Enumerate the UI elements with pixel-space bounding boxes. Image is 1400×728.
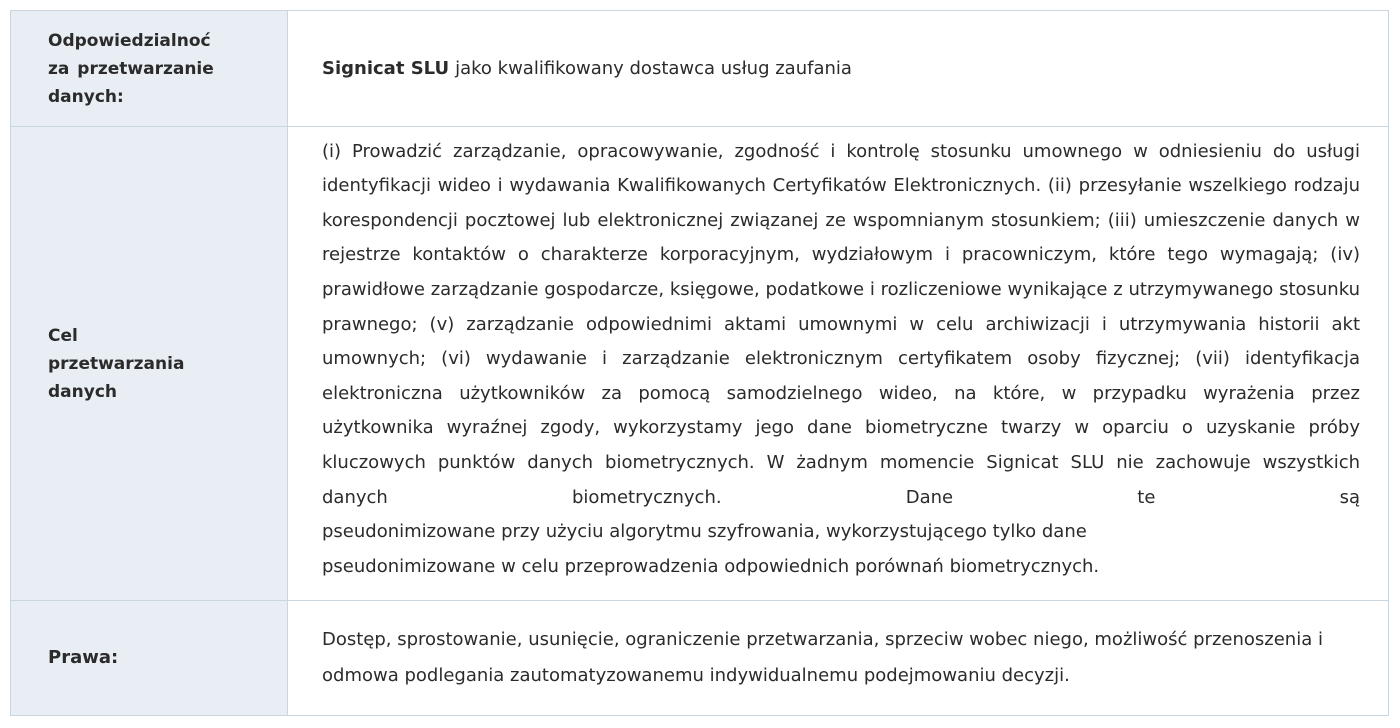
controller-role: jako kwalifikowany dostawca usług zaufania	[455, 58, 852, 79]
purpose-label: Cel przetwarzania danych	[48, 325, 185, 402]
rights-value: Dostęp, sprostowanie, usunięcie, ograniczenie przetwarzania, sprzeciw wobec niego, możliwość przenoszenia i odmowa podlegania zautomatyzowanemu indywidualnemu podejmowaniu decyzji.	[322, 629, 1323, 686]
purpose-ragged-line-2: pseudonimizowane w celu przeprowadzenia odpowiednich porównań biometrycznych.	[322, 555, 1100, 577]
data-processing-table	[10, 10, 1389, 716]
rights-label-cell	[11, 601, 288, 715]
responsibility-label-cell	[11, 11, 288, 127]
rights-label: Prawa:	[48, 647, 119, 668]
purpose-ragged-line-1: pseudonimizowane przy użyciu algorytmu szyfrowania, wykorzystującego tylko dane	[322, 521, 1087, 543]
responsibility-value	[322, 58, 852, 79]
responsibility-value-cell	[288, 11, 1388, 127]
purpose-value-cell	[288, 127, 1388, 601]
purpose-paragraph	[322, 135, 1360, 585]
rights-value-cell	[288, 601, 1388, 715]
purpose-justified-text: (i) Prowadzić zarządzanie, opracowywanie, zgodność i kontrolę stosunku umownego w odniesieniu do usługi identyfikacji wideo i wydawania Kwalifikowanych Certyfikatów Elektronicznych. (ii) przesyłanie wszelkiego rodzaju korespondencji pocztowej lub elektronicznej związanej ze wspomnianym stosunkiem; (iii) umieszczenie danych w rejestrze kontaktów o charakterze korporacyjnym, wydziałowym i pracowniczym, które tego wymagają; (iv) prawidłowe zarządzanie gospodarcze, księgowe, podatkowe i rozliczeniowe wynikające z utrzymywanego stosunku prawnego; (v) zarządzanie odpowiednimi aktami umownymi w celu archiwizacji i utrzymywania historii akt umownych; (vi) wydawanie i zarządzanie elektronicznym certyfikatem osoby fizycznej; (vii) identyfikacja elektroniczna użytkowników za pomocą samodzielnego wideo, na które, w przypadku wyrażenia przez użytkownika wyraźnej zgody, wykorzystamy jego dane biometryczne twarzy w oparciu o uzyskanie próby kluczowych punktów danych biometrycznych. W żadnym momencie Signicat SLU nie zachowuje wszystkich danych biometrycznych. Dane te są	[322, 140, 1360, 508]
purpose-label-cell	[11, 127, 288, 601]
purpose-value	[322, 140, 1360, 585]
responsibility-label: Odpowiedzialnoć za przetwarzanie danych:	[48, 30, 214, 107]
controller-name: Signicat SLU	[322, 58, 450, 79]
